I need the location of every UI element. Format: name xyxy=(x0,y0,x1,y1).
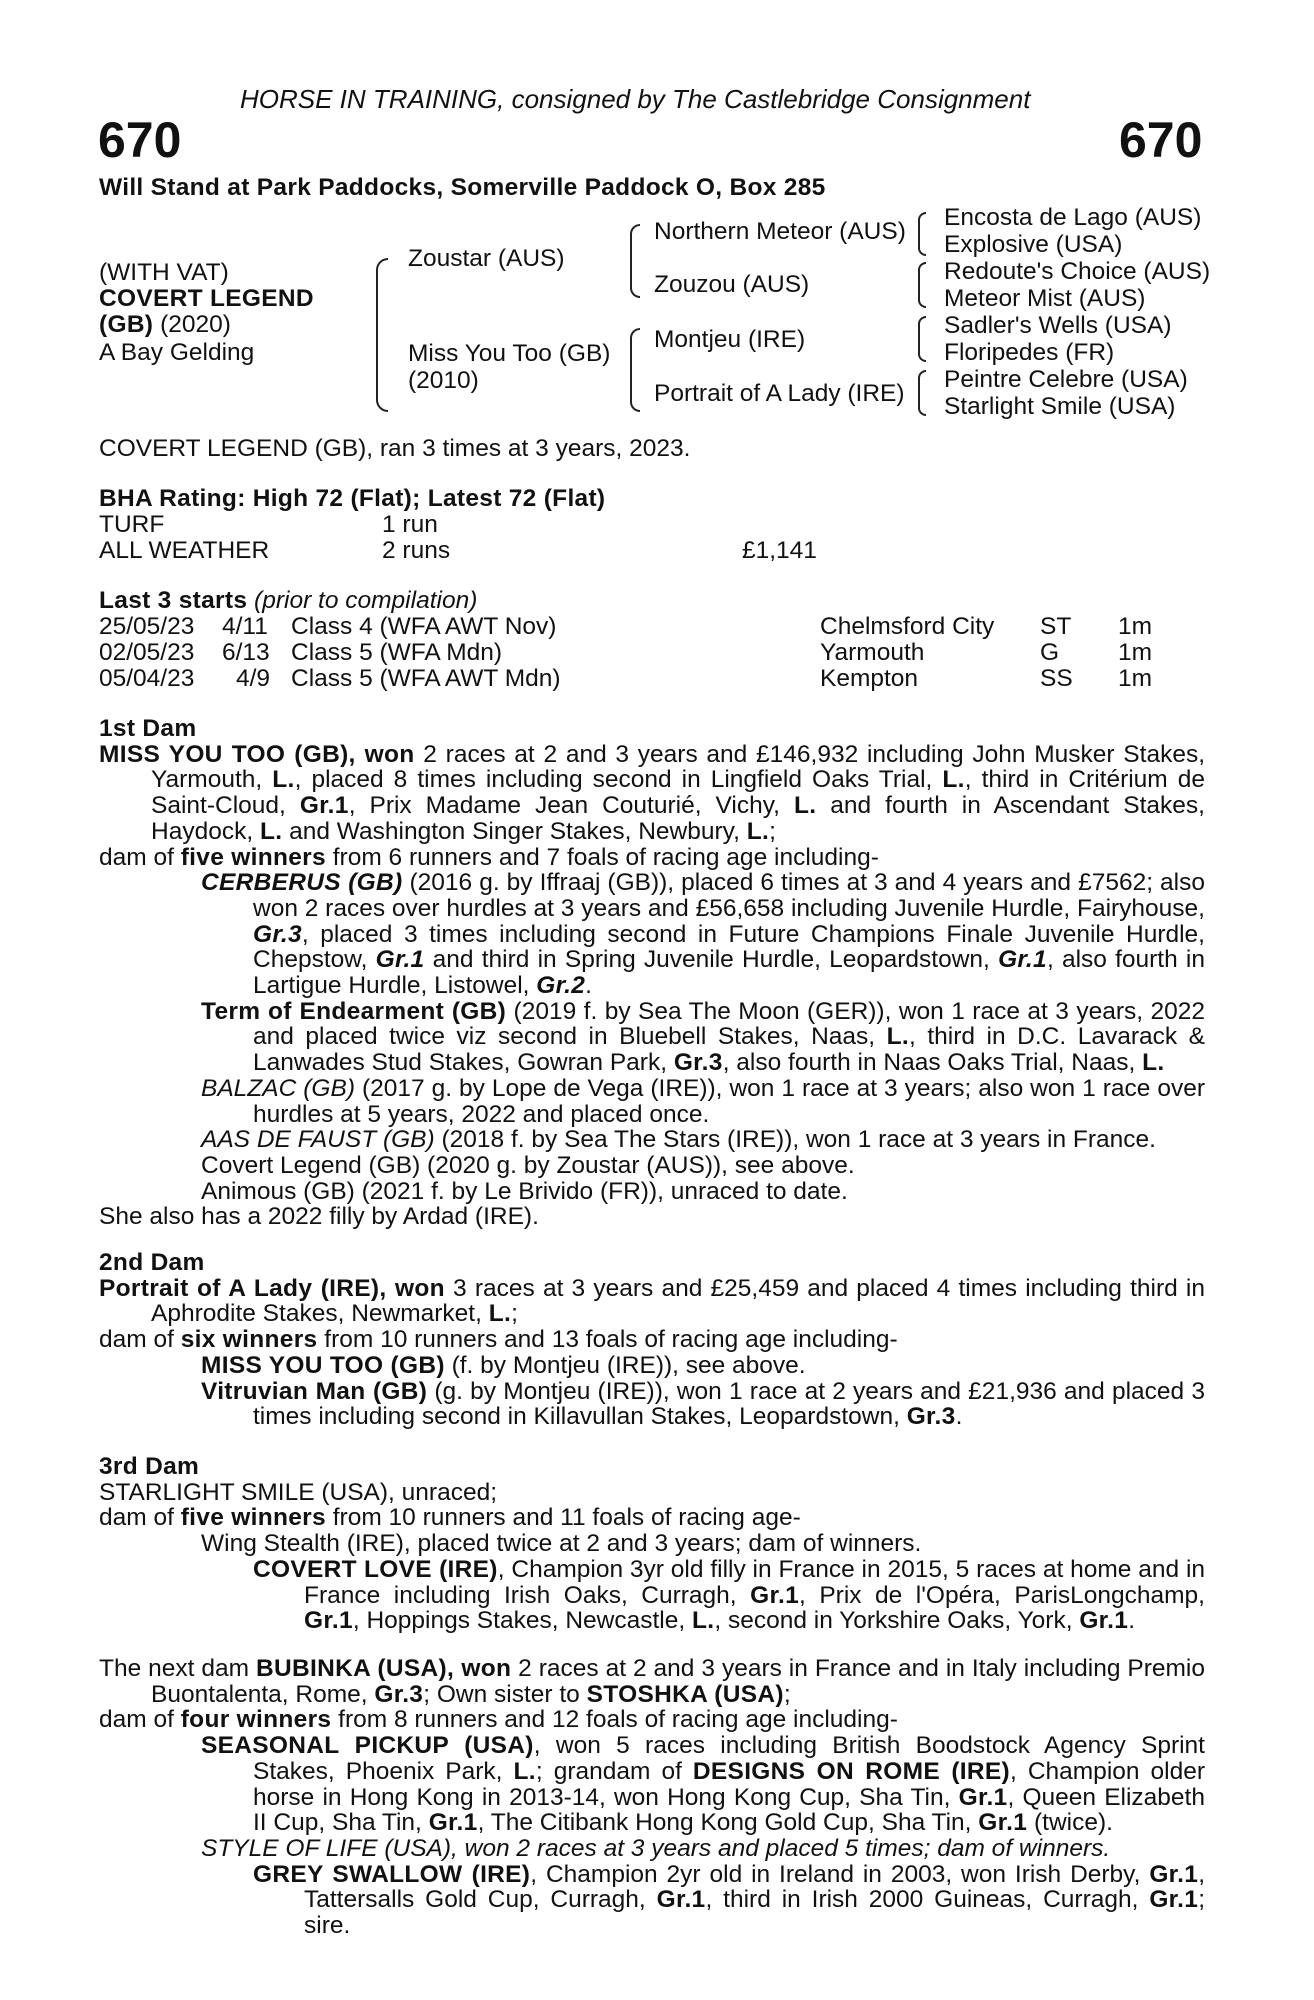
lot-number-right: 670 xyxy=(1119,112,1203,168)
pedigree-brace-ds xyxy=(918,316,926,362)
first-dam-section xyxy=(99,716,1205,1230)
last-starts-title: Last 3 starts xyxy=(99,587,248,614)
second-dam-dam-of: dam of six winners from 10 runners and 13 foals of racing age including- xyxy=(99,1326,898,1354)
consignment-header: HORSE IN TRAINING, consigned by The Castlebridge Consignment xyxy=(240,84,1031,114)
horse-year: (2020) xyxy=(153,311,231,338)
pedigree-brace-dam xyxy=(630,328,640,412)
second-dam-section xyxy=(99,1250,1205,1430)
pedigree-ddd: Starlight Smile (USA) xyxy=(944,393,1176,420)
start-row-pos: 4/9 xyxy=(236,665,271,692)
progeny-vitruvian-man: Vitruvian Man (GB) (g. by Montjeu (IRE)), won 1 race at 2 years and £21,936 and placed 3 times including second in Killavullan Stakes, Leopardstown, Gr.3. xyxy=(201,1377,1205,1431)
start-row-dist: 1m xyxy=(1118,613,1153,640)
rating-surface-turf: TURF xyxy=(99,511,165,538)
progeny-grey-swallow: GREY SWALLOW (IRE), Champion 2yr old in Ireland in 2003, won Irish Derby, Gr.1, Tattersalls Gold Cup, Curragh, Gr.1, third in Irish 2000 Guineas, Curragh, Gr.1; sire. xyxy=(253,1860,1206,1940)
pedigree-sss: Encosta de Lago (AUS) xyxy=(944,204,1202,231)
horse-country-year xyxy=(99,312,231,338)
last-starts-note: (prior to compilation) xyxy=(247,587,478,614)
start-row-going: ST xyxy=(1040,613,1072,640)
next-dam-section xyxy=(99,1656,1205,1939)
pedigree-brace-dd xyxy=(918,370,926,416)
horse-country: (GB) xyxy=(99,311,154,338)
progeny-wing-stealth: Wing Stealth (IRE), placed twice at 2 and 3 years; dam of winners. xyxy=(201,1530,922,1558)
start-row-course: Kempton xyxy=(820,665,919,692)
start-row-going: SS xyxy=(1040,665,1073,692)
start-row-course: Chelmsford City xyxy=(820,613,995,640)
first-dam-dam-of: dam of five winners from 6 runners and 7 foals of racing age including- xyxy=(99,843,879,871)
start-row-pos: 4/11 xyxy=(222,613,268,640)
start-row-going: G xyxy=(1040,639,1060,666)
first-dam-record: MISS YOU TOO (GB), won 2 races at 2 and 3 years and £146,932 including John Musker Stakes, Yarmouth, L., placed 8 times including second in Lingfield Oaks Trial, L., third in Critérium de Saint-Cloud, Gr.1, Prix Madame Jean Couturié, Vichy, L. and fourth in Ascendant Stakes, Haydock, L. and Washington Singer Stakes, Newbury, L.; xyxy=(99,740,1205,845)
start-row-dist: 1m xyxy=(1118,665,1153,692)
start-row-class: Class 5 (WFA AWT Mdn) xyxy=(291,665,561,692)
progeny-miss-you-too: MISS YOU TOO (GB) (f. by Montjeu (IRE)), see above. xyxy=(201,1351,806,1379)
progeny-aas-de-faust: AAS DE FAUST (GB) (2018 f. by Sea The Stars (IRE)), won 1 race at 3 years in France. xyxy=(201,1126,1156,1154)
progeny-animous: Animous (GB) (2021 f. by Le Brivido (FR)), unraced to date. xyxy=(201,1177,848,1205)
rating-surface-aw: ALL WEATHER xyxy=(99,537,270,564)
start-row-pos: 6/13 xyxy=(222,639,270,666)
progeny-covert-legend: Covert Legend (GB) (2020 g. by Zoustar (AUS)), see above. xyxy=(201,1151,855,1179)
first-dam-also: She also has a 2022 filly by Ardad (IRE). xyxy=(99,1203,539,1231)
rating-prize-aw: £1,141 xyxy=(742,537,817,564)
progeny-cerberus: CERBERUS (GB) (2016 g. by Iffraaj (GB)), placed 6 times at 3 and 4 years and £7562; also won 2 races over hurdles at 3 years and £56,658 including Juvenile Hurdle, Fairyhouse, Gr.3, placed 3 times including second in Future Champions Finale Juvenile Hurdle, Chepstow, Gr.1 and third in Spring Juvenile Hurdle, Leopardstown, Gr.1, also fourth in Lartigue Hurdle, Listowel, Gr.2. xyxy=(201,869,1205,1000)
start-row-date: 05/04/23 xyxy=(99,665,195,692)
pedigree-sd: Zouzou (AUS) xyxy=(654,271,810,298)
pedigree-brace-ss xyxy=(918,212,926,256)
rating-runs-turf: 1 run xyxy=(382,511,438,538)
progeny-covert-love: COVERT LOVE (IRE), Champion 3yr old filly in France in 2015, 5 races at home and in France including Irish Oaks, Curragh, Gr.1, Prix de l'Opéra, ParisLongchamp, Gr.1, Hoppings Stakes, Newcastle, L., second in Yorkshire Oaks, York, Gr.1. xyxy=(253,1555,1206,1635)
start-row-date: 02/05/23 xyxy=(99,639,195,666)
pedigree-ds: Montjeu (IRE) xyxy=(654,326,806,353)
third-dam-record: STARLIGHT SMILE (USA), unraced; xyxy=(99,1478,498,1506)
second-dam-record: Portrait of A Lady (IRE), won 3 races at 3 years and £25,459 and placed 4 times including third in Aphrodite Stakes, Newmarket, L.; xyxy=(99,1274,1205,1328)
horse-description: A Bay Gelding xyxy=(99,339,255,366)
pedigree-dd: Portrait of A Lady (IRE) xyxy=(654,380,905,407)
rating-runs-aw: 2 runs xyxy=(382,537,451,564)
vat-note: (WITH VAT) xyxy=(99,259,229,286)
pedigree-ss: Northern Meteor (AUS) xyxy=(654,218,906,245)
third-dam-section xyxy=(99,1454,1205,1634)
first-dam-title: 1st Dam xyxy=(99,715,197,742)
start-row-class: Class 4 (WFA AWT Nov) xyxy=(291,613,557,640)
second-dam-title: 2nd Dam xyxy=(99,1249,205,1276)
progeny-style-of-life: STYLE OF LIFE (USA), won 2 races at 3 years and placed 5 times; dam of winners. xyxy=(201,1834,1111,1862)
progeny-term-of-endearment: Term of Endearment (GB) (2019 f. by Sea The Moon (GER)), won 1 race at 3 years, 2022 and placed twice viz second in Bluebell Stakes, Naas, L., third in D.C. Lavarack & Lanwades Stud Stakes, Gowran Park, Gr.3, also fourth in Naas Oaks Trial, Naas, L. xyxy=(201,997,1205,1077)
start-row-date: 25/05/23 xyxy=(99,613,195,640)
pedigree-dss: Sadler's Wells (USA) xyxy=(944,312,1172,339)
pedigree-brace-sire xyxy=(630,224,640,298)
pedigree-dam-year: (2010) xyxy=(408,367,479,394)
pedigree-sire: Zoustar (AUS) xyxy=(408,245,565,272)
pedigree-dds: Peintre Celebre (USA) xyxy=(944,366,1188,393)
last-starts-heading xyxy=(99,588,477,614)
start-row-course: Yarmouth xyxy=(820,639,925,666)
progeny-balzac: BALZAC (GB) (2017 g. by Lope de Vega (IRE)), won 1 race at 3 years; also won 1 race over hurdles at 5 years, 2022 and placed once. xyxy=(201,1074,1205,1128)
third-dam-title: 3rd Dam xyxy=(99,1453,200,1480)
lot-number-left: 670 xyxy=(98,112,182,168)
start-row-dist: 1m xyxy=(1118,639,1153,666)
progeny-seasonal-pickup: SEASONAL PICKUP (USA), won 5 races including British Boodstock Agency Sprint Stakes, Phoenix Park, L.; grandam of DESIGNS ON ROME (IRE), Champion older horse in Hong Kong in 2013-14, won Hong Kong Cup, Sha Tin, Gr.1, Queen Elizabeth II Cup, Sha Tin, Gr.1, The Citibank Hong Kong Gold Cup, Sha Tin, Gr.1 (twice). xyxy=(201,1732,1206,1837)
pedigree-dam: Miss You Too (GB) xyxy=(408,340,611,367)
pedigree-brace-sd xyxy=(918,262,926,308)
stand-location: Will Stand at Park Paddocks, Somerville Paddock O, Box 285 xyxy=(99,174,826,201)
third-dam-dam-of: dam of five winners from 10 runners and 11 foals of racing age- xyxy=(99,1504,801,1532)
start-row-class: Class 5 (WFA Mdn) xyxy=(291,639,503,666)
next-dam-dam-of: dam of four winners from 8 runners and 12 foals of racing age including- xyxy=(99,1706,898,1734)
race-summary: COVERT LEGEND (GB), ran 3 times at 3 years, 2023. xyxy=(99,435,691,462)
pedigree-ssd: Explosive (USA) xyxy=(944,231,1123,258)
next-dam-record: The next dam BUBINKA (USA), won 2 races at 2 and 3 years in France and in Italy including Premio Buontalenta, Rome, Gr.3; Own sister to STOSHKA (USA); xyxy=(99,1655,1205,1708)
pedigree-sds: Redoute's Choice (AUS) xyxy=(944,258,1211,285)
pedigree-sdd: Meteor Mist (AUS) xyxy=(944,285,1146,312)
pedigree-brace-main xyxy=(376,258,388,412)
bha-rating: BHA Rating: High 72 (Flat); Latest 72 (Flat) xyxy=(99,485,606,512)
horse-name: COVERT LEGEND xyxy=(99,285,314,312)
pedigree-dsd: Floripedes (FR) xyxy=(944,339,1115,366)
